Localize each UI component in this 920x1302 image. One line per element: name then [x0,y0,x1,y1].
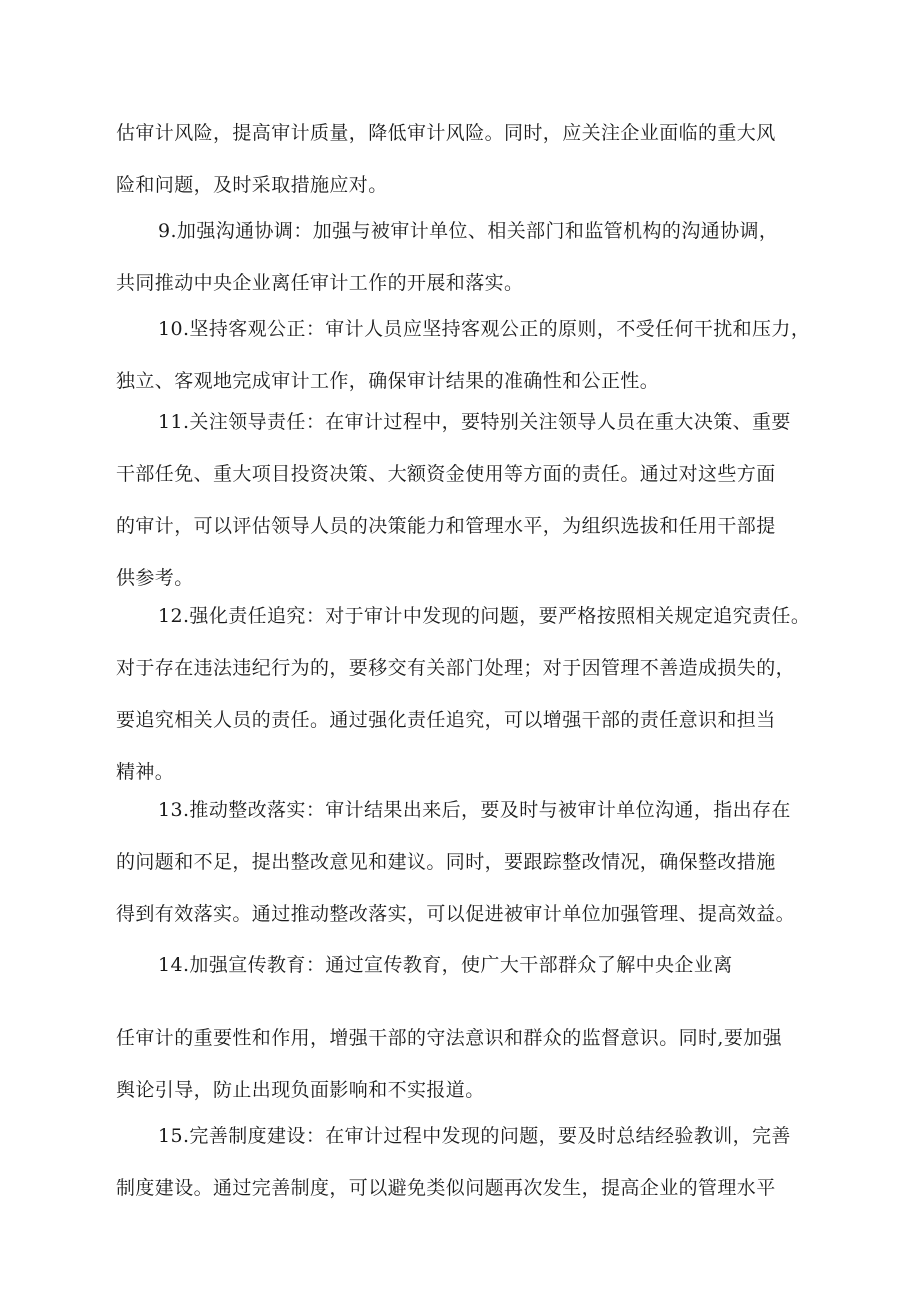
text-line: 10.坚持客观公正：审计人员应坚持客观公正的原则，不受任何干扰和压力， [158,318,811,340]
text-line: 共同推动中央企业离任审计工作的开展和落实。 [116,272,524,294]
paragraph-item-9 [116,205,816,309]
text-line: 15.完善制度建设：在审计过程中发现的问题，要及时总结经验教训，完善 [158,1125,791,1147]
text-line: 的问题和不足，提出整改意见和建议。同时，要跟踪整改情况，确保整改措施 [116,851,776,873]
text-line: 任审计的重要性和作用，增强干部的守法意识和群众的监督意识。同时,要加强 [116,1027,783,1049]
text-line: 要追究相关人员的责任。通过强化责任追究，可以增强干部的责任意识和担当 [116,709,776,731]
paragraph-item-10 [116,303,816,407]
text-line: 制度建设。通过完善制度，可以避免类似问题再次发生，提高企业的管理水平 [116,1177,776,1199]
paragraph-item-14-continuation [116,1012,816,1116]
paragraph-item-15 [116,1110,816,1214]
text-line: 14.加强宣传教育：通过宣传教育，使广大干部群众了解中央企业离 [158,954,733,976]
paragraph-risk-continuation [116,107,816,211]
text-line: 9.加强沟通协调：加强与被审计单位、相关部门和监管机构的沟通协调， [158,220,779,242]
text-line: 供参考。 [116,567,194,589]
text-line: 估审计风险，提高审计质量，降低审计风险。同时，应关注企业面临的重大风 [116,122,776,144]
paragraph-item-12 [116,590,816,798]
text-line: 干部任免、重大项目投资决策、大额资金使用等方面的责任。通过对这些方面 [116,463,776,485]
text-line: 的审计，可以评估领导人员的决策能力和管理水平，为组织选拔和任用干部提 [116,515,776,537]
paragraph-item-11 [116,396,816,604]
paragraph-item-13 [116,784,816,940]
text-line: 13.推动整改落实：审计结果出来后，要及时与被审计单位沟通，指出存在 [158,799,791,821]
text-line: 12.强化责任追究：对于审计中发现的问题，要严格按照相关规定追究责任。 [158,605,811,627]
text-line: 舆论引导，防止出现负面影响和不实报道。 [116,1079,485,1101]
text-line: 得到有效落实。通过推动整改落实，可以促进被审计单位加强管理、提高效益。 [116,903,796,925]
text-line: 对于存在违法违纪行为的，要移交有关部门处理；对于因管理不善造成损失的， [116,657,796,679]
paragraph-item-14 [116,939,816,991]
text-line: 独立、客观地完成审计工作，确保审计结果的准确性和公正性。 [116,370,660,392]
text-line: 精神。 [116,761,175,783]
text-line: 险和问题，及时采取措施应对。 [116,174,388,196]
text-line: 11.关注领导责任：在审计过程中，要特别关注领导人员在重大决策、重要 [158,411,791,433]
